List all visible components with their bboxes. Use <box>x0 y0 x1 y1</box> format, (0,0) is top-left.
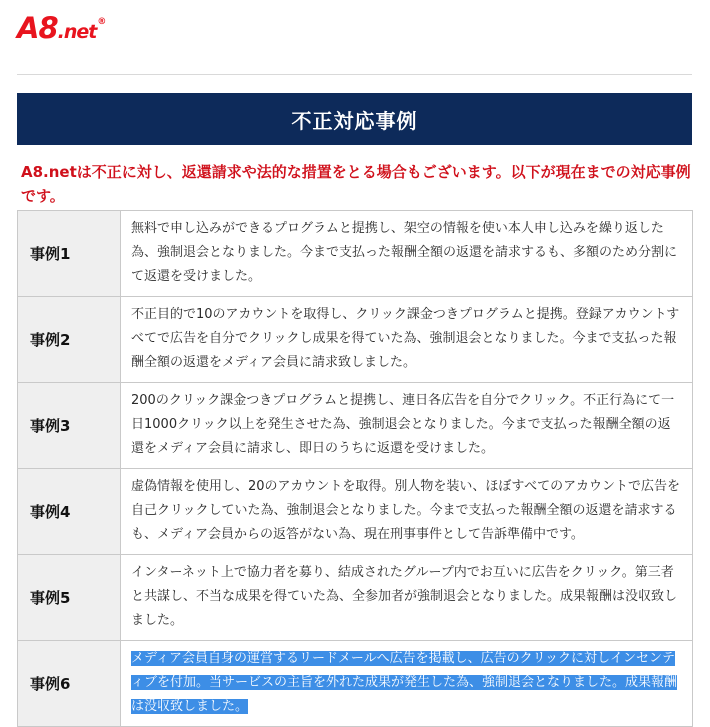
case-description: 虚偽情報を使用し、20のアカウントを取得。別人物を装い、ほぼすべてのアカウントで広告を自己クリックしていた為、強制退会となりました。今まで支払った報酬全額の返還を請求するも、メディア会員からの返答がない為、現在刑事事件として告訴準備中です。 <box>121 469 693 555</box>
a8net-logo[interactable] <box>17 12 105 44</box>
case-description: 不正目的で10のアカウントを取得し、クリック課金つきプログラムと提携。登録アカウントすべてで広告を自分でクリックし成果を得ていた為、強制退会となりました。今まで支払った報酬全額の返還をメディア会員に請求致しました。 <box>121 297 693 383</box>
case-label: 事例3 <box>18 383 121 469</box>
table-row <box>18 641 693 727</box>
selected-text[interactable]: メディア会員自身の運営するリードメールへ広告を掲載し、広告のクリックに対しインセンティブを付加。当サービスの主旨を外れた成果が発生した為、強制退会となりました。成果報酬は没収致しました。 <box>131 651 678 714</box>
logo-registered-mark: ® <box>97 17 106 27</box>
case-description: 無料で申し込みができるプログラムと提携し、架空の情報を使い本人申し込みを繰り返した為、強制退会となりました。今まで支払った報酬全額の返還を請求するも、多額のため分割にて返還を受けました。 <box>121 211 693 297</box>
table-row <box>18 211 693 297</box>
case-description: インターネット上で協力者を募り、結成されたグループ内でお互いに広告をクリック。第三者と共謀し、不当な成果を得ていた為、全参加者が強制退会となりました。成果報酬は没収致しました。 <box>121 555 693 641</box>
case-label: 事例5 <box>18 555 121 641</box>
logo-suffix: .net <box>57 21 97 43</box>
case-description: 200のクリック課金つきプログラムと提携し、連日各広告を自分でクリック。不正行為にて一日1000クリック以上を発生させた為、強制退会となりました。今まで支払った報酬全額の返還をメディア会員に請求し、即日のうちに返還を受けました。 <box>121 383 693 469</box>
warning-notice: A8.netは不正に対し、返還請求や法的な措置をとる場合もございます。以下が現在までの対応事例です。 <box>21 163 691 205</box>
page-title: 不正対応事例 <box>291 108 418 133</box>
header-divider <box>17 74 692 75</box>
cases-table <box>17 210 693 727</box>
case-label: 事例6 <box>18 641 121 727</box>
table-row <box>18 555 693 641</box>
case-label: 事例2 <box>18 297 121 383</box>
page-title-banner <box>17 93 692 145</box>
case-label: 事例4 <box>18 469 121 555</box>
case-description <box>121 641 693 727</box>
table-row <box>18 383 693 469</box>
logo-main: A8 <box>17 11 58 45</box>
table-row <box>18 297 693 383</box>
table-row <box>18 469 693 555</box>
case-label: 事例1 <box>18 211 121 297</box>
